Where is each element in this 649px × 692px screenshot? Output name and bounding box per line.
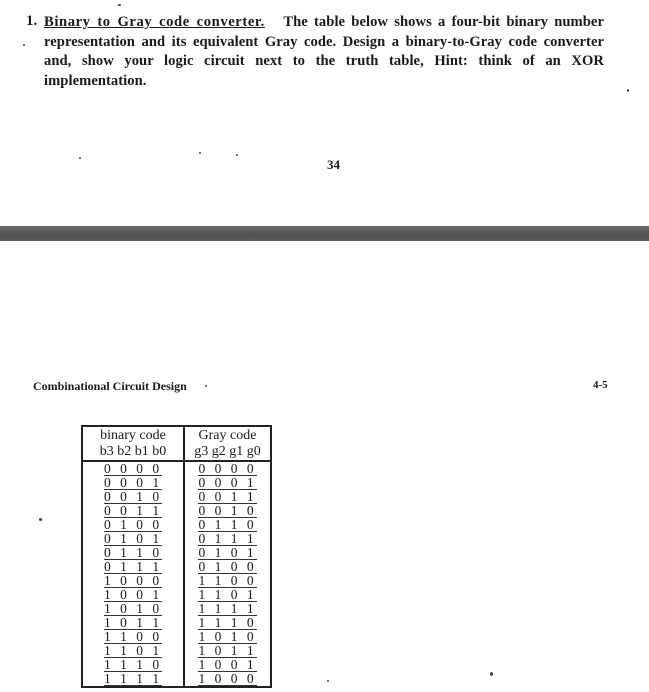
gray-cell [184, 630, 271, 644]
binary-cell [82, 658, 184, 672]
binary-value: 1 1 0 0 [103, 629, 163, 644]
binary-value: 1 1 1 1 [103, 671, 163, 686]
binary-value: 0 0 0 1 [103, 475, 163, 490]
question-number: 1. [26, 13, 38, 29]
gray-value: 1 0 0 1 [198, 657, 257, 672]
binary-cell [82, 560, 184, 574]
table-row [82, 630, 271, 644]
gray-value: 1 0 1 1 [198, 643, 257, 658]
gray-value: 1 1 0 0 [198, 573, 257, 588]
question-body: The table below shows a four-bit binary number representation and its equivalent Gray code. Design a binary-to-Gray code converter and, show your logic circuit next to the truth table, Hint: think of an XOR implementation. [44, 14, 604, 89]
gray-cell [184, 476, 271, 490]
table-row [82, 672, 271, 687]
gray-value: 1 1 1 0 [198, 615, 257, 630]
gray-cell [184, 518, 271, 532]
binary-cell [82, 461, 184, 476]
scan-speck [118, 4, 121, 6]
table-row [82, 574, 271, 588]
question-text [44, 13, 604, 91]
binary-value: 1 0 1 1 [103, 615, 163, 630]
scan-speck [205, 385, 207, 387]
gray-cell [184, 546, 271, 560]
table-row [82, 588, 271, 602]
scan-speck [39, 518, 42, 521]
table-body [82, 461, 271, 687]
binary-value: 0 0 1 0 [103, 489, 163, 504]
scan-speck [236, 154, 238, 156]
binary-value: 0 0 0 0 [103, 461, 163, 476]
table-row [82, 602, 271, 616]
table-row [82, 476, 271, 490]
binary-cell [82, 490, 184, 504]
binary-value: 0 1 1 1 [103, 559, 163, 574]
table-subheader-row [82, 443, 271, 461]
gray-value: 0 1 1 1 [198, 531, 257, 546]
table-row [82, 644, 271, 658]
gray-cell [184, 644, 271, 658]
table-row [82, 490, 271, 504]
subheader-gray: g3 g2 g1 g0 [184, 443, 271, 461]
scan-speck [199, 152, 201, 154]
binary-value: 1 1 1 0 [103, 657, 163, 672]
binary-value: 0 1 1 0 [103, 545, 163, 560]
table-header-row [82, 426, 271, 443]
gray-value: 0 1 0 0 [198, 559, 257, 574]
gray-value: 1 1 1 1 [198, 601, 257, 616]
scan-speck [490, 672, 493, 676]
scan-speck [79, 157, 81, 159]
scan-speck [23, 44, 25, 46]
table-row [82, 560, 271, 574]
subheader-binary: b3 b2 b1 b0 [82, 443, 184, 461]
scan-speck [627, 89, 629, 92]
gray-cell [184, 490, 271, 504]
gray-value: 0 0 0 1 [198, 475, 257, 490]
binary-cell [82, 532, 184, 546]
gray-value: 0 0 1 1 [198, 489, 257, 504]
gray-cell [184, 672, 271, 687]
binary-value: 1 0 0 1 [103, 587, 163, 602]
binary-cell [82, 476, 184, 490]
binary-value: 0 1 0 0 [103, 517, 163, 532]
gray-value: 1 0 0 0 [198, 671, 257, 686]
gray-value: 1 0 1 0 [198, 629, 257, 644]
gray-cell [184, 658, 271, 672]
binary-cell [82, 518, 184, 532]
scan-speck [327, 680, 329, 682]
binary-cell [82, 588, 184, 602]
gray-value: 0 0 1 0 [198, 503, 257, 518]
gray-cell [184, 616, 271, 630]
section-label: 4-5 [593, 379, 608, 391]
page-divider [0, 226, 649, 241]
binary-cell [82, 504, 184, 518]
gray-cell [184, 532, 271, 546]
table-row [82, 461, 271, 476]
binary-value: 0 0 1 1 [103, 503, 163, 518]
gray-cell [184, 602, 271, 616]
table-row [82, 658, 271, 672]
table-row [82, 504, 271, 518]
binary-cell [82, 644, 184, 658]
page-number: 34 [327, 157, 340, 172]
page-top [0, 0, 649, 226]
gray-value: 0 1 1 0 [198, 517, 257, 532]
gray-cell [184, 504, 271, 518]
binary-value: 1 0 1 0 [103, 601, 163, 616]
binary-cell [82, 546, 184, 560]
table-row [82, 532, 271, 546]
question-title: Binary to Gray code converter. [44, 14, 265, 30]
table-row [82, 616, 271, 630]
header-binary: binary code [100, 427, 166, 443]
truth-table [81, 425, 272, 688]
binary-value: 1 0 0 0 [103, 573, 163, 588]
binary-cell [82, 574, 184, 588]
gray-cell [184, 560, 271, 574]
binary-value: 0 1 0 1 [103, 531, 163, 546]
binary-cell [82, 672, 184, 687]
binary-cell [82, 602, 184, 616]
gray-cell [184, 588, 271, 602]
binary-cell [82, 630, 184, 644]
gray-cell [184, 461, 271, 476]
binary-cell [82, 616, 184, 630]
running-header: Combinational Circuit Design [33, 379, 187, 393]
gray-value: 1 1 0 1 [198, 587, 257, 602]
table-row [82, 546, 271, 560]
table-row [82, 518, 271, 532]
header-gray: Gray code [184, 426, 271, 443]
gray-value: 0 1 0 1 [198, 545, 257, 560]
gray-cell [184, 574, 271, 588]
gray-value: 0 0 0 0 [198, 461, 257, 476]
binary-value: 1 1 0 1 [103, 643, 163, 658]
